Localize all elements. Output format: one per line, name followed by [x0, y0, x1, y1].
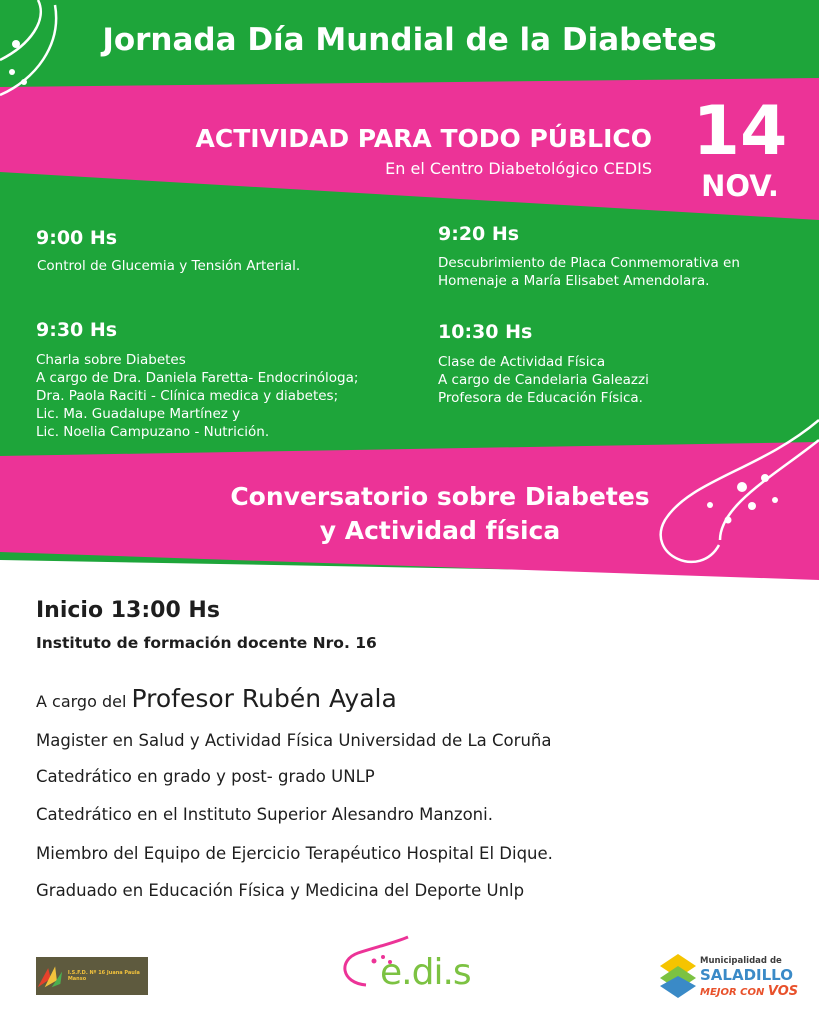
credential-item: Miembro del Equipo de Ejercicio Terapéutico Hospital El Dique.: [36, 844, 553, 863]
activity-subtitle: En el Centro Diabetológico CEDIS: [385, 159, 652, 178]
speaker-name: Profesor Rubén Ayala: [131, 684, 397, 713]
venue: Instituto de formación docente Nro. 16: [36, 634, 377, 652]
municipality-slogan: [700, 984, 798, 999]
credential-item: Graduado en Educación Física y Medicina del Deporte Unlp: [36, 881, 525, 900]
schedule-description: Clase de Actividad Física A cargo de Candelaria Galeazzi Profesora de Educación Física.: [438, 354, 649, 406]
credential-item: Catedrático en grado y post- grado UNLP: [36, 767, 375, 786]
isfd-logo-text: I.S.F.D. Nº 16 Juana Paula Manso: [67, 970, 140, 982]
conversatorio-title: Conversatorio sobre Diabetes y Actividad física: [230, 482, 650, 545]
date-day: 14: [692, 92, 788, 171]
schedule-description: Descubrimiento de Placa Conmemorativa en Homenaje a María Elisabet Amendolara.: [438, 255, 740, 289]
isfd-logo: [36, 957, 148, 995]
slogan-vos: VOS: [767, 984, 799, 999]
schedule-time: 10:30 Hs: [438, 321, 533, 343]
saladillo-logo-icon: [658, 952, 698, 1000]
schedule-description: Control de Glucemia y Tensión Arterial.: [37, 258, 301, 274]
municipality-label: Municipalidad de: [700, 956, 782, 966]
start-time: Inicio 13:00 Hs: [36, 598, 220, 623]
credential-item: Magister en Salud y Actividad Física Universidad de La Coruña: [36, 731, 552, 750]
schedule-description: Charla sobre Diabetes A cargo de Dra. Daniela Faretta- Endocrinóloga; Dra. Paola Raciti - Clínica medica y diabetes; Lic. Ma. Guadalupe Martínez y Lic. Noelia Campuzano - Nutrición.: [36, 352, 359, 440]
schedule-time: 9:00 Hs: [36, 227, 118, 249]
schedule-time: 9:30 Hs: [36, 319, 118, 341]
credential-item: Catedrático en el Instituto Superior Alesandro Manzoni.: [36, 805, 493, 824]
speaker-prefix: A cargo del: [36, 692, 127, 711]
speaker-line: [36, 684, 397, 713]
date-month: NOV.: [701, 169, 779, 203]
slogan-text: MEJOR CON: [700, 987, 765, 998]
municipality-name: SALADILLO: [700, 966, 793, 984]
cedis-logo-text: e.di.s: [380, 952, 471, 993]
event-title: Jornada Día Mundial de la Diabetes: [102, 22, 717, 58]
schedule-time: 9:20 Hs: [438, 223, 520, 245]
activity-title: ACTIVIDAD PARA TODO PÚBLICO: [195, 124, 652, 153]
isfd-emblem-icon: [36, 961, 64, 991]
